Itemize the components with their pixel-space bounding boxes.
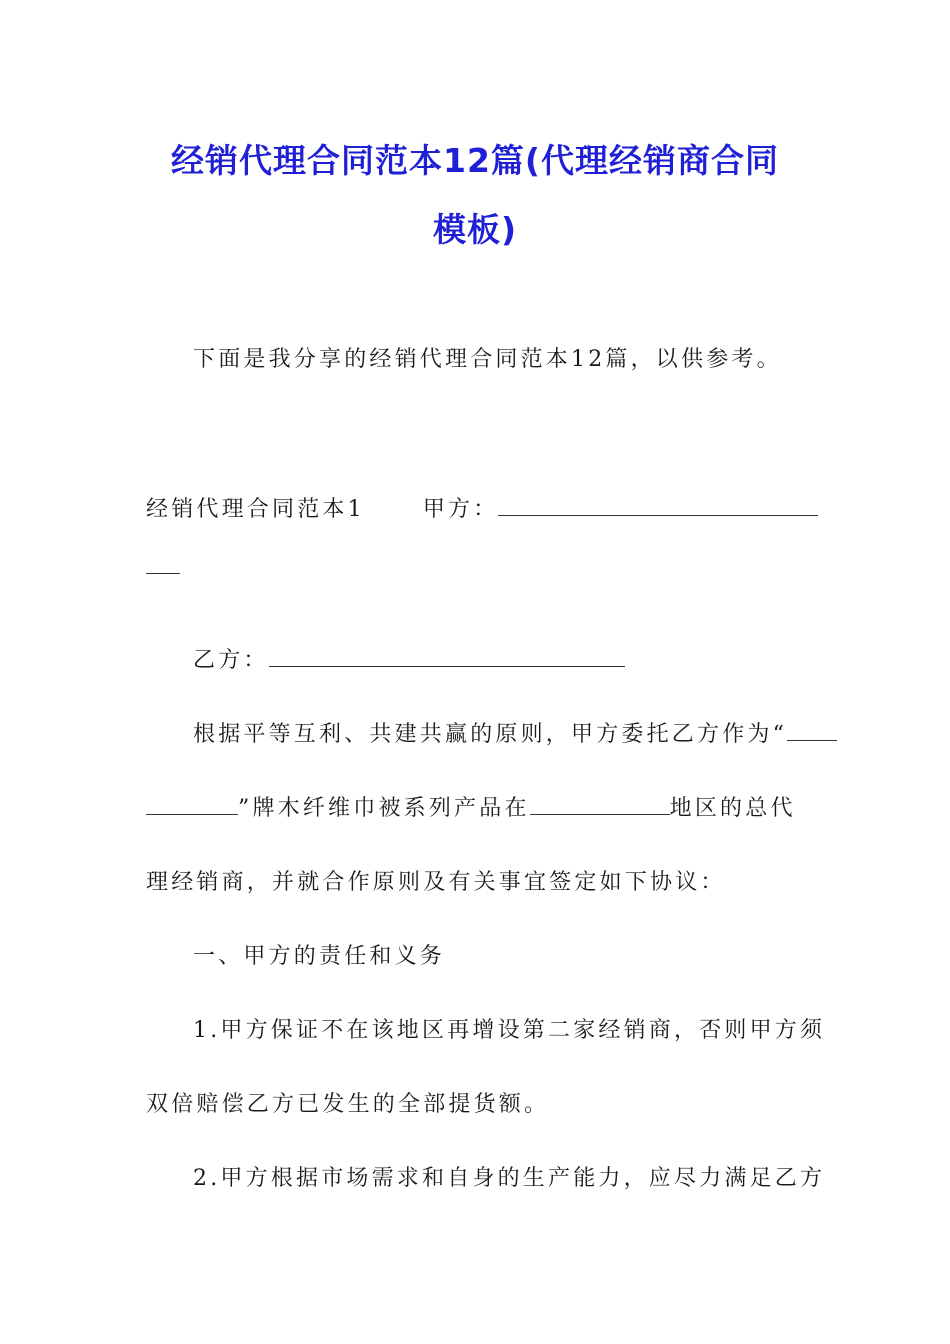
brand-blank-end [146, 794, 238, 815]
para1-line-1 [193, 719, 837, 751]
item1-line-2: 双倍赔偿乙方已发生的全部提货额。 [146, 1092, 550, 1117]
item2-line-1: 2.甲方根据市场需求和自身的生产能力，应尽力满足乙方 [193, 1166, 826, 1191]
document-title-line-2: 模板) [432, 210, 518, 249]
para1-text-2: ”牌木纤维巾被系列产品在 [238, 796, 530, 821]
section-one-heading: 一、甲方的责任和义务 [193, 944, 446, 969]
party-a-blank-tail [146, 553, 180, 574]
brand-blank-start [787, 720, 837, 741]
item1-line-1: 1.甲方保证不在该地区再增设第二家经销商，否则甲方须 [193, 1018, 826, 1043]
intro-paragraph: 下面是我分享的经销代理合同范本12篇，以供参考。 [193, 347, 782, 372]
party-b-label: 乙方： [193, 648, 269, 673]
para1-line-2 [146, 793, 796, 825]
party-a-blank-continued [146, 552, 180, 584]
party-a-label: 甲方： [422, 497, 499, 522]
document-title-line-1: 经销代理合同范本12篇(代理经销商合同 [170, 141, 779, 180]
party-a-blank [498, 495, 818, 516]
party-b-blank [269, 646, 625, 667]
contract-header-line [146, 494, 818, 526]
para1-text-1: 根据平等互利、共建共赢的原则，甲方委托乙方作为“ [193, 722, 788, 747]
para1-line-3: 理经销商，并就合作原则及有关事宜签定如下协议： [146, 870, 726, 895]
section-heading: 经销代理合同范本1 [146, 497, 365, 522]
party-b-line [193, 645, 625, 677]
region-blank [530, 794, 670, 815]
para1-text-3: 地区的总代 [669, 796, 796, 821]
